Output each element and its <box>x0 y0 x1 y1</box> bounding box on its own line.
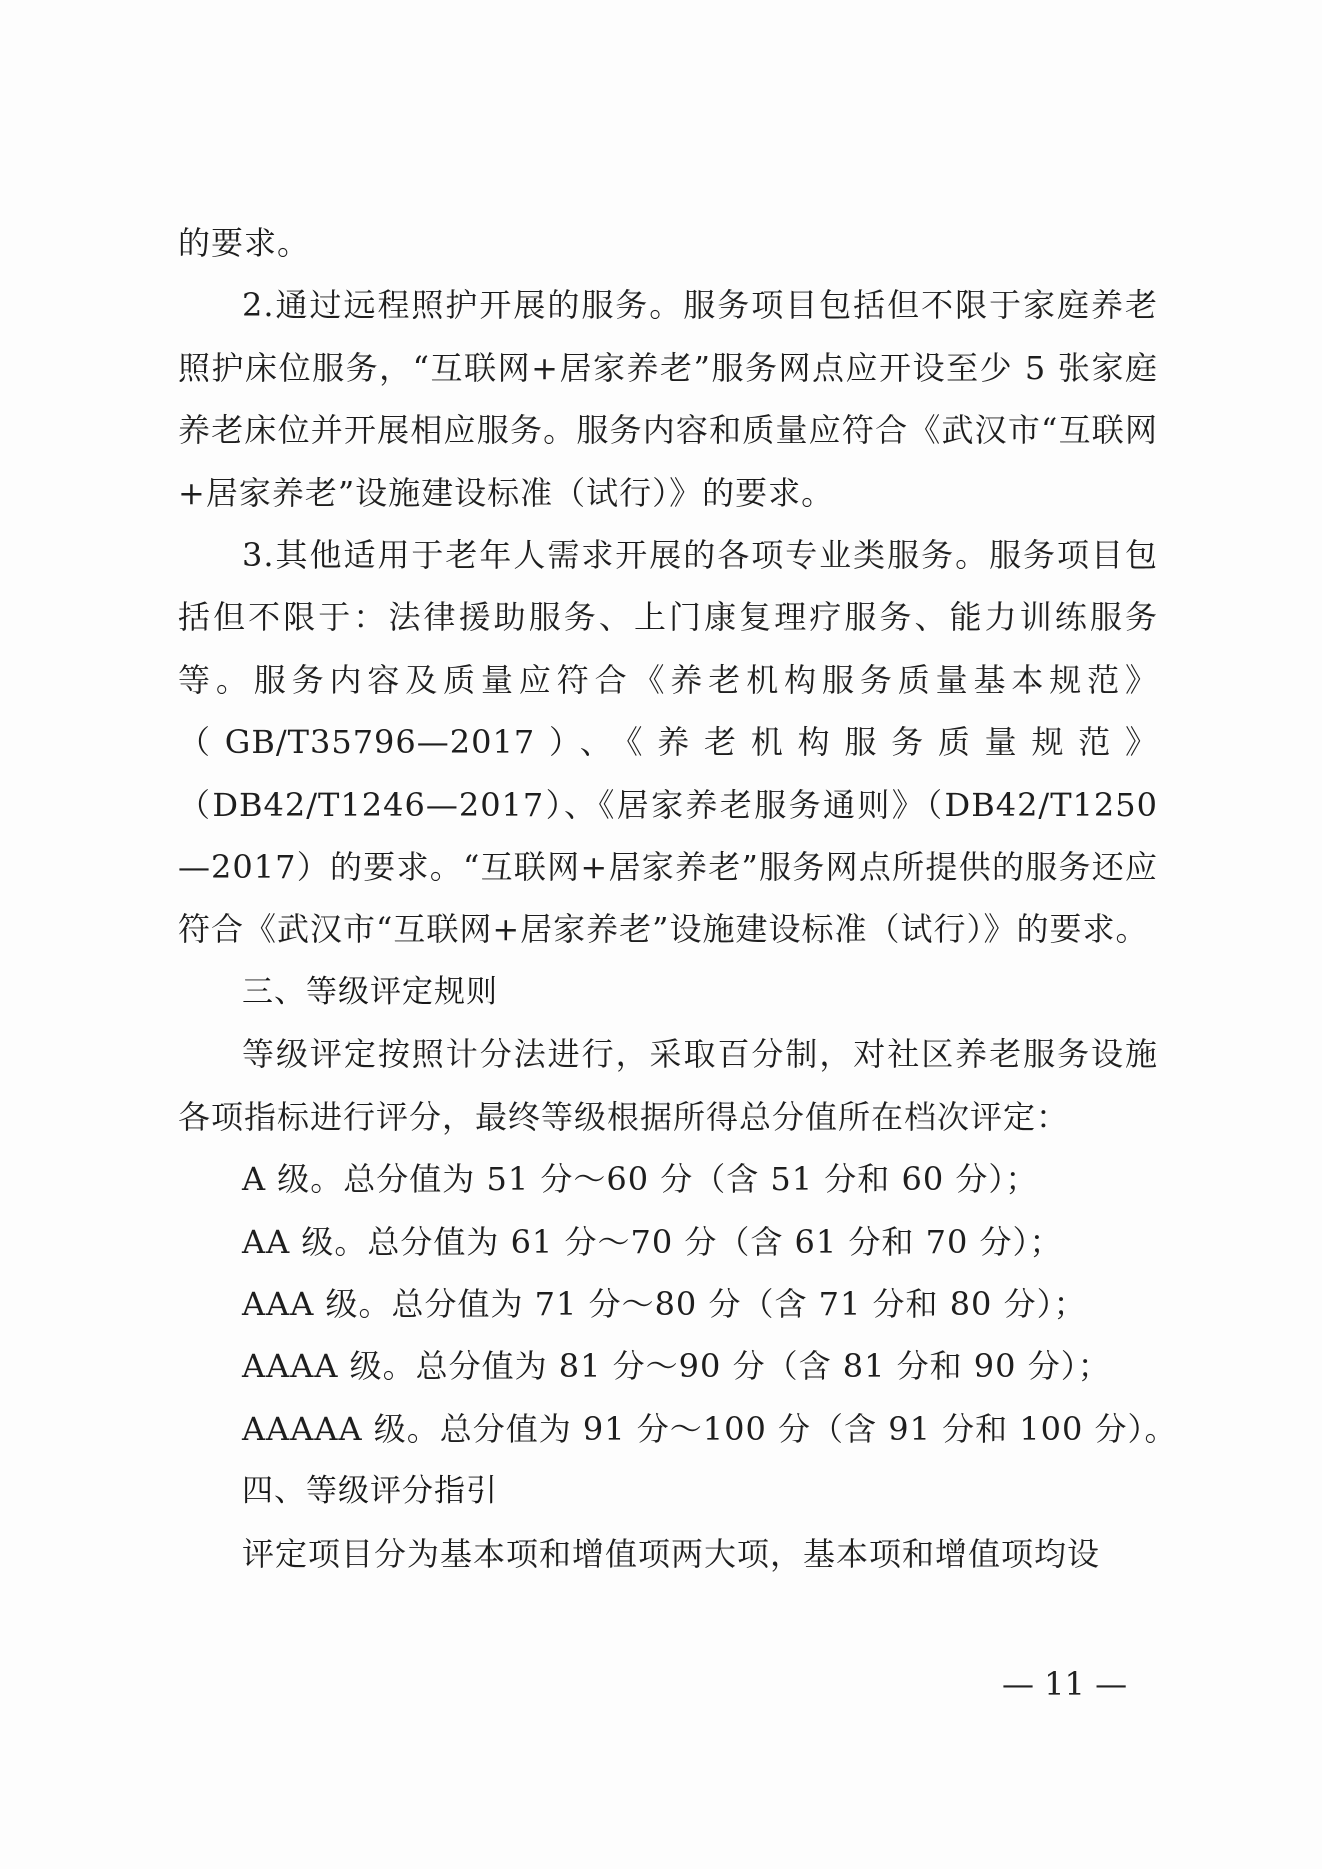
grade-a: A 级。总分值为 51 分～60 分（含 51 分和 60 分）； <box>242 1160 1039 1199</box>
paragraph-remote-care-services: 2.通过远程照护开展的服务。服务项目包括但不限于家庭养老照护床位服务，“互联网+居家养老”服务网点应开设至少 5 张家庭养老床位并开展相应服务。服务内容和质量应符合《武汉市“互联网+居家养老”设施建设标准（试行）》的要求。 <box>178 286 1158 512</box>
paragraph-professional-services: 3.其他适用于老年人需求开展的各项专业类服务。服务项目包括但不限于：法律援助服务、上门康复理疗服务、能力训练服务等。服务内容及质量应符合《养老机构服务质量基本规范》（GB/T35796—2017）、《养老机构服务质量规范》（DB42/T1246—2017）、《居家养老服务通则》（DB42/T1250—2017）的要求。“互联网+居家养老”服务网点所提供的服务还应符合《武汉市“互联网+居家养老”设施建设标准（试行）》的要求。 <box>178 536 1158 949</box>
paragraph-continuation: 的要求。 <box>178 224 311 262</box>
paragraph-scoring-guide-intro: 评定项目分为基本项和增值项两大项，基本项和增值项均设 <box>242 1534 1101 1573</box>
grade-aaaaa: AAAAA 级。总分值为 91 分～100 分（含 91 分和 100 分）。 <box>242 1409 1178 1448</box>
section-heading-grading-rules: 三、等级评定规则 <box>242 973 498 1010</box>
page-number: — 11 — <box>1002 1665 1128 1703</box>
grade-aaa: AAA 级。总分值为 71 分～80 分（含 71 分和 80 分）； <box>242 1284 1087 1323</box>
document-body <box>178 212 1178 1585</box>
paragraph-grading-rules-intro: 等级评定按照计分法进行，采取百分制，对社区养老服务设施各项指标进行评分，最终等级根据所得总分值所在档次评定： <box>178 1035 1158 1136</box>
section-heading-scoring-guide: 四、等级评分指引 <box>242 1473 498 1510</box>
grade-aa: AA 级。总分值为 61 分～70 分（含 61 分和 70 分）； <box>242 1222 1063 1261</box>
grade-aaaa: AAAA 级。总分值为 81 分～90 分（含 81 分和 90 分）； <box>242 1347 1111 1386</box>
